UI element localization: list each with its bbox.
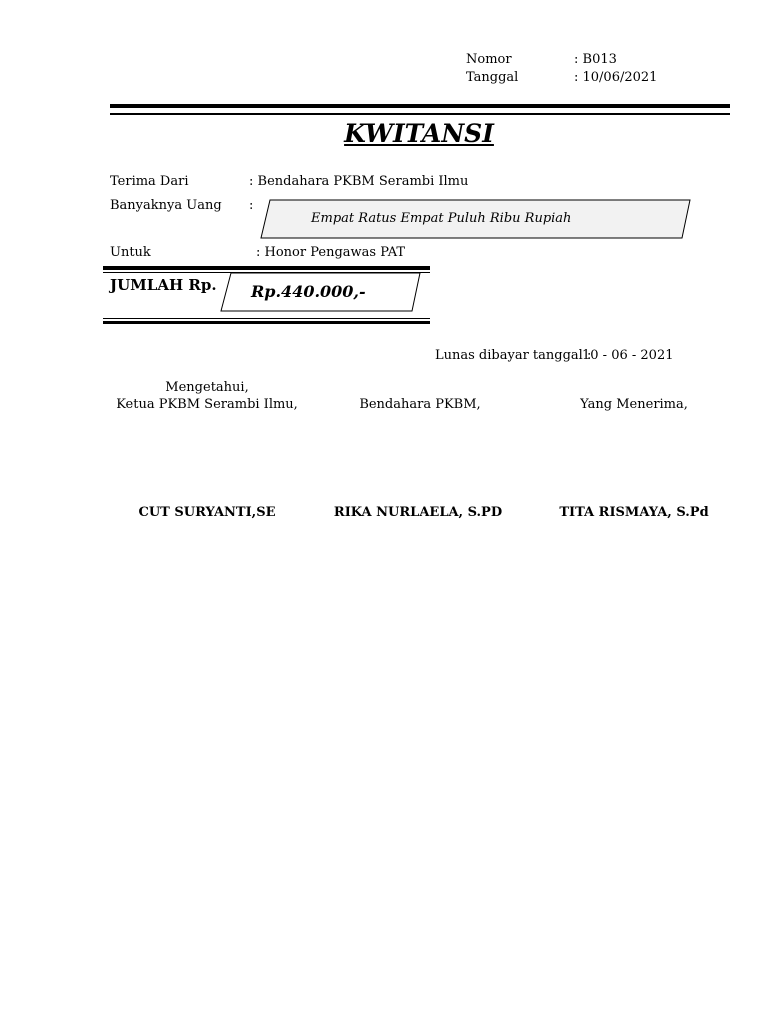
terima-dari-value: : Bendahara PKBM Serambi Ilmu — [249, 174, 469, 189]
untuk-label: Untuk — [110, 245, 151, 260]
banyaknya-uang-colon: : — [249, 198, 254, 213]
lunas-label: Lunas dibayar tanggal : — [435, 348, 592, 363]
penerima-title: Yang Menerima, — [580, 397, 688, 412]
untuk-value: : Honor Pengawas PAT — [256, 245, 406, 260]
jumlah-rule-bottom-thin — [103, 318, 430, 319]
bendahara-title: Bendahara PKBM, — [359, 397, 481, 412]
jumlah-rule-top-thick — [103, 266, 430, 270]
ketua-name: CUT SURYANTI,SE — [138, 505, 276, 520]
tanggal-label: Tanggal — [466, 70, 519, 85]
page-title: KWITANSI — [344, 119, 494, 148]
lunas-date: 10 - 06 - 2021 — [582, 348, 674, 363]
jumlah-label: JUMLAH Rp. — [110, 276, 217, 294]
amount-value: Rp.440.000,- — [251, 282, 366, 301]
amount-words-box — [260, 199, 692, 239]
top-rule-thick — [110, 104, 730, 108]
amount-words-text: Empat Ratus Empat Puluh Ribu Rupiah — [311, 211, 572, 226]
nomor-label: Nomor — [466, 52, 512, 67]
ketua-title: Ketua PKBM Serambi Ilmu, — [116, 397, 298, 412]
amount-box — [220, 272, 421, 312]
banyaknya-uang-label: Banyaknya Uang — [110, 198, 222, 213]
terima-dari-label: Terima Dari — [110, 174, 189, 189]
nomor-value: : B013 — [574, 52, 617, 67]
mengetahui-label: Mengetahui, — [165, 380, 249, 395]
jumlah-rule-bottom-thick — [103, 321, 430, 324]
penerima-name: TITA RISMAYA, S.Pd — [559, 505, 709, 520]
bendahara-name: RIKA NURLAELA, S.PD — [333, 505, 503, 520]
top-rule-thin — [110, 113, 730, 115]
tanggal-value: : 10/06/2021 — [574, 70, 658, 85]
